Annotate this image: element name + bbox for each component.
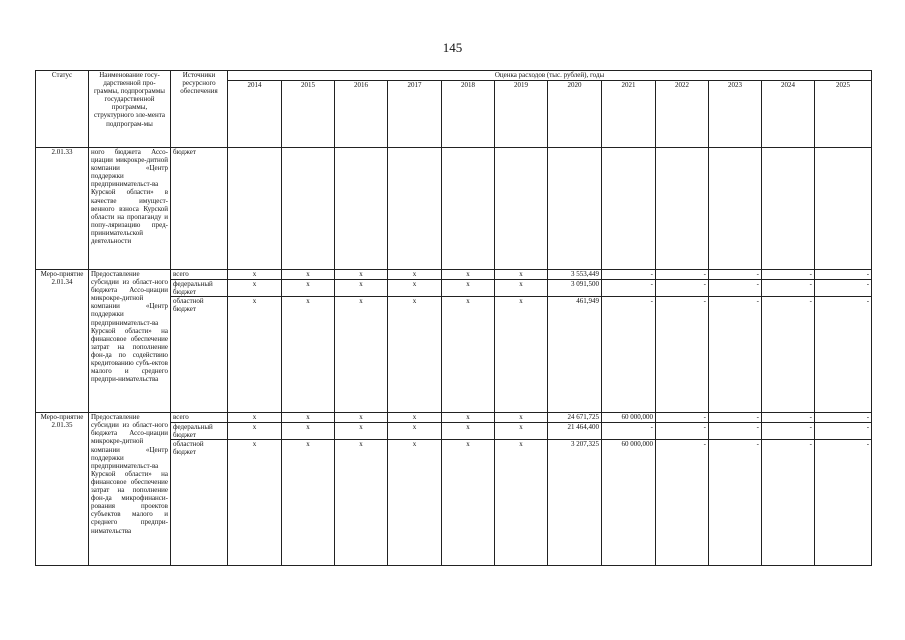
source-cell: областной бюджет	[171, 440, 228, 566]
value-cell: x	[282, 423, 335, 440]
value-cell: x	[442, 270, 495, 280]
value-cell: -	[656, 280, 709, 297]
value-cell: x	[228, 297, 282, 413]
value-cell: x	[442, 423, 495, 440]
value-cell: x	[388, 423, 442, 440]
header-sources: Источники ресурсного обеспечения	[171, 71, 228, 148]
value-cell: x	[442, 413, 495, 423]
value-cell: 3 553,449	[548, 270, 602, 280]
value-cell: -	[815, 270, 872, 280]
budget-table	[35, 70, 872, 566]
header-year: 2023	[709, 81, 762, 148]
value-cell: x	[282, 440, 335, 566]
value-cell: -	[709, 440, 762, 566]
value-cell: 60 000,000	[602, 440, 656, 566]
header-year: 2020	[548, 81, 602, 148]
value-cell: x	[335, 297, 388, 413]
value-cell: x	[388, 297, 442, 413]
value-cell	[602, 148, 656, 270]
value-cell: -	[709, 270, 762, 280]
value-cell: 21 464,400	[548, 423, 602, 440]
value-cell: x	[442, 440, 495, 566]
name-cell: Предоставление субсидии из област-ного бюджета Ассо-циации микрокре-дитной компании «Центр поддержки предпринимательст-ва Курской области» на финансовое обеспечение затрат на пополнение фон-да микрофинанси-рования проектов субъектов малого и среднего предпри-нимательства	[89, 413, 171, 566]
value-cell: -	[815, 440, 872, 566]
value-cell: -	[709, 297, 762, 413]
value-cell	[656, 148, 709, 270]
value-cell	[388, 148, 442, 270]
source-cell: федеральный бюджет	[171, 423, 228, 440]
value-cell: -	[656, 270, 709, 280]
value-cell	[815, 148, 872, 270]
value-cell	[495, 148, 548, 270]
value-cell: x	[335, 280, 388, 297]
header-row	[36, 71, 872, 81]
value-cell: -	[762, 270, 815, 280]
value-cell: x	[495, 413, 548, 423]
name-cell: ного бюджета Ассо-циации микрокре-дитной компании «Центр поддержки предпринимательст-ва Курской области» в качестве имущест-венного взноса Курской области на пропаганду и попу-ляризацию пред-принимательской деятельности	[89, 148, 171, 270]
value-cell: x	[388, 270, 442, 280]
value-cell: x	[335, 440, 388, 566]
header-year: 2021	[602, 81, 656, 148]
value-cell: -	[709, 413, 762, 423]
value-cell	[442, 148, 495, 270]
value-cell: x	[282, 297, 335, 413]
status-cell: Меро-приятие 2.01.35	[36, 413, 89, 566]
value-cell: x	[495, 423, 548, 440]
value-cell: -	[762, 440, 815, 566]
value-cell: x	[388, 280, 442, 297]
value-cell: x	[228, 413, 282, 423]
value-cell: -	[656, 297, 709, 413]
header-year: 2022	[656, 81, 709, 148]
header-year: 2019	[495, 81, 548, 148]
value-cell	[228, 148, 282, 270]
source-cell: федеральный бюджет	[171, 280, 228, 297]
value-cell: x	[495, 297, 548, 413]
value-cell: -	[709, 423, 762, 440]
value-cell: -	[709, 280, 762, 297]
source-cell: всего	[171, 270, 228, 280]
value-cell: -	[602, 423, 656, 440]
page-number: 145	[442, 40, 463, 55]
value-cell: x	[228, 270, 282, 280]
header-year: 2016	[335, 81, 388, 148]
header-year: 2015	[282, 81, 335, 148]
value-cell	[282, 148, 335, 270]
value-cell: -	[656, 423, 709, 440]
header-year: 2018	[442, 81, 495, 148]
value-cell: x	[442, 280, 495, 297]
value-cell	[709, 148, 762, 270]
value-cell: 24 671,725	[548, 413, 602, 423]
value-cell	[548, 148, 602, 270]
source-cell: бюджет	[171, 148, 228, 270]
header-year: 2017	[388, 81, 442, 148]
value-cell: x	[495, 440, 548, 566]
status-cell: 2.01.33	[36, 148, 89, 270]
source-cell: областной бюджет	[171, 297, 228, 413]
value-cell: x	[335, 270, 388, 280]
value-cell: -	[602, 270, 656, 280]
value-cell: -	[815, 413, 872, 423]
value-cell: x	[228, 440, 282, 566]
value-cell: x	[282, 413, 335, 423]
value-cell: -	[762, 423, 815, 440]
name-cell: Предоставление субсидии из област-ного бюджета Ассо-циации микрокре-дитной компании «Центр поддержки предпринимательст-ва Курской области» на финансовое обеспечение затрат на пополнение фон-да по содействию кредитованию субъ-ектов малого и среднего предпри-нимательства	[89, 270, 171, 413]
value-cell: -	[602, 280, 656, 297]
value-cell: x	[335, 413, 388, 423]
value-cell: -	[762, 297, 815, 413]
value-cell: -	[602, 297, 656, 413]
value-cell: -	[656, 413, 709, 423]
value-cell: x	[282, 280, 335, 297]
value-cell: x	[495, 280, 548, 297]
value-cell: 461,949	[548, 297, 602, 413]
value-cell: -	[815, 280, 872, 297]
header-status: Статус	[36, 71, 89, 148]
value-cell: x	[388, 413, 442, 423]
value-cell: x	[495, 270, 548, 280]
value-cell: -	[762, 280, 815, 297]
value-cell: -	[762, 413, 815, 423]
status-cell: Меро-приятие 2.01.34	[36, 270, 89, 413]
table-row	[36, 148, 872, 270]
value-cell	[335, 148, 388, 270]
table-row	[36, 270, 872, 280]
value-cell	[762, 148, 815, 270]
header-year: 2024	[762, 81, 815, 148]
header-year: 2014	[228, 81, 282, 148]
value-cell: x	[282, 270, 335, 280]
value-cell: x	[388, 440, 442, 566]
value-cell: x	[228, 280, 282, 297]
value-cell: 3 091,500	[548, 280, 602, 297]
value-cell: -	[815, 297, 872, 413]
source-cell: всего	[171, 413, 228, 423]
table-row	[36, 413, 872, 423]
value-cell: x	[228, 423, 282, 440]
value-cell: 3 207,325	[548, 440, 602, 566]
header-name: Наименование госу-дарственной про-граммы, подпрограммы государственной программы, структурного эле-мента подпрограм-мы	[89, 71, 171, 148]
value-cell: x	[442, 297, 495, 413]
header-year: 2025	[815, 81, 872, 148]
header-estimate: Оценка расходов (тыс. рублей), годы	[228, 71, 872, 81]
value-cell: -	[815, 423, 872, 440]
value-cell: 60 000,000	[602, 413, 656, 423]
value-cell: -	[656, 440, 709, 566]
value-cell: x	[335, 423, 388, 440]
